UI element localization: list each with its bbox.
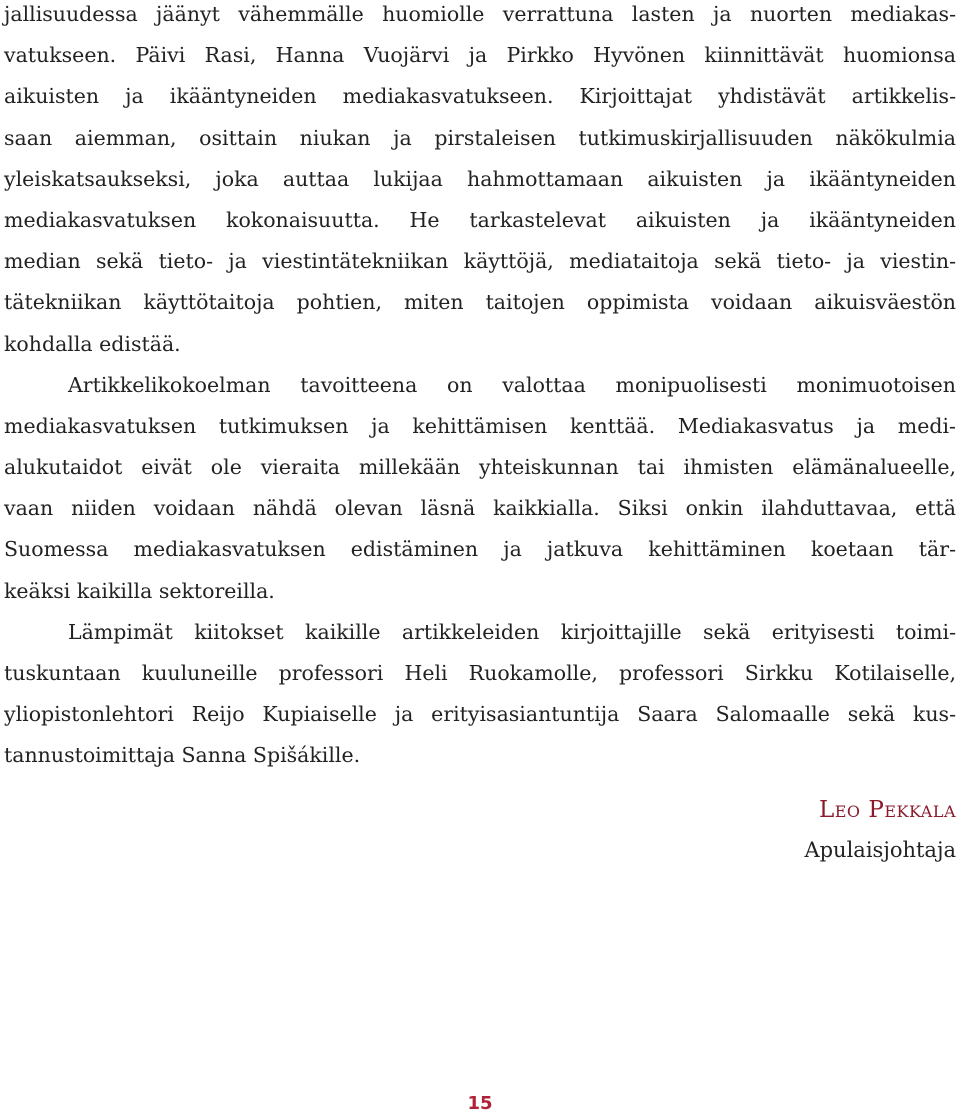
paragraph-2 <box>4 365 956 612</box>
text-line: Lämpimät kiitokset kaikille artikkeleiden kirjoittajille sekä erityisesti toimi- <box>68 619 956 644</box>
text-line: tätekniikan käyttötaitoja pohtien, miten taitojen oppimista voidaan aikuisväestön <box>4 290 956 315</box>
text-line: Artikkelikokoelman tavoitteena on valottaa monipuolisesti monimuotoisen <box>68 372 956 397</box>
text-line: kohdalla edistää. <box>4 331 181 356</box>
text-line: tannustoimittaja Sanna Spišákille. <box>4 743 361 768</box>
text-line: mediakasvatuksen tutkimuksen ja kehittämisen kenttää. Mediakasvatus ja medi- <box>4 413 956 438</box>
text-line: mediakasvatuksen kokonaisuutta. He tarkastelevat aikuisten ja ikääntyneiden <box>4 207 956 232</box>
text-line: Suomessa mediakasvatuksen edistäminen ja jatkuva kehittäminen koetaan tär- <box>4 537 956 562</box>
text-line: vaan niiden voidaan nähdä olevan läsnä kaikkialla. Siksi onkin ilahduttavaa, että <box>4 496 956 521</box>
text-line: median sekä tieto- ja viestintätekniikan käyttöjä, mediataitoja sekä tieto- ja viestin- <box>4 249 956 274</box>
text-line: tuskuntaan kuuluneille professori Heli Ruokamolle, professori Sirkku Kotilaiselle, <box>4 661 956 685</box>
signature-title: Apulaisjohtaja <box>804 838 956 862</box>
paragraph-3 <box>4 612 956 777</box>
text-line: jallisuudessa jäänyt vähemmälle huomiolle verrattuna lasten ja nuorten mediakas- <box>4 2 956 26</box>
document-page <box>4 0 956 777</box>
text-line: saan aiemman, osittain niukan ja pirstaleisen tutkimuskirjallisuuden näkökulmia <box>4 125 956 150</box>
text-line: alukutaidot eivät ole vieraita millekään yhteiskunnan tai ihmisten elämänalueelle, <box>4 455 956 480</box>
signature-name: Leo Pekkala <box>818 797 956 823</box>
text-line: keäksi kaikilla sektoreilla. <box>4 578 275 603</box>
text-line: yliopistonlehtori Reijo Kupiaiselle ja erityisasiantuntija Saara Salomaalle sekä kus- <box>4 702 956 727</box>
page-number: 15 <box>467 1093 493 1114</box>
paragraph-1 <box>4 0 956 365</box>
text-line: yleiskatsaukseksi, joka auttaa lukijaa hahmottamaan aikuisten ja ikääntyneiden <box>4 166 956 191</box>
signature-block <box>804 790 956 870</box>
text-line: aikuisten ja ikääntyneiden mediakasvatukseen. Kirjoittajat yhdistävät artikkelis- <box>4 84 956 109</box>
text-line: vatukseen. Päivi Rasi, Hanna Vuojärvi ja Pirkko Hyvönen kiinnittävät huomionsa <box>4 43 956 68</box>
